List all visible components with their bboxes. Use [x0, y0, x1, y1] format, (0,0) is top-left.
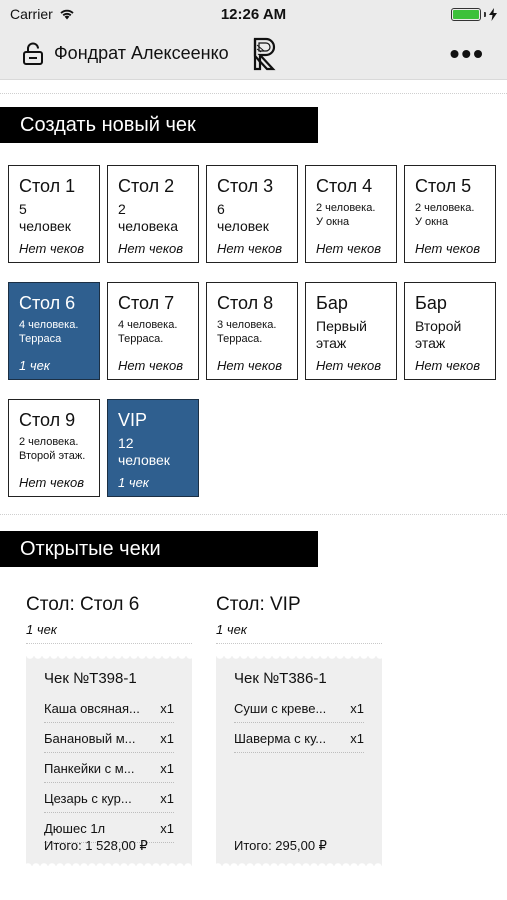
item-quantity: x1 [160, 761, 174, 776]
table-card[interactable] [8, 165, 100, 263]
table-name: VIP [118, 410, 148, 430]
receipt-card[interactable] [26, 656, 192, 866]
table-description: 12 человек [118, 435, 170, 468]
table-name: Стол 2 [118, 176, 175, 196]
clock: 12:26 AM [220, 5, 287, 23]
table-check-status: Нет чеков [415, 241, 481, 256]
item-quantity: x1 [350, 701, 364, 716]
item-name: Цезарь с кур... [44, 791, 132, 806]
receipt-card[interactable] [216, 656, 382, 866]
divider [0, 93, 507, 94]
table-name: Бар [415, 293, 447, 313]
table-description: 6 человек [217, 201, 269, 234]
item-quantity: x1 [160, 821, 174, 836]
table-check-status: 1 чек [19, 358, 50, 373]
divider [0, 514, 507, 515]
table-card[interactable] [8, 399, 100, 497]
table-description: Первый этаж [316, 318, 367, 351]
open-checks-title: Открытые чеки [0, 531, 318, 567]
table-card[interactable] [404, 282, 496, 380]
lock-icon[interactable] [22, 42, 44, 66]
table-card[interactable] [305, 282, 397, 380]
receipt-item [44, 723, 174, 753]
receipt-number: Чек №T386-1 [234, 670, 327, 687]
receipt-total: Итого: 295,00 ₽ [234, 838, 327, 853]
table-name: Стол 5 [415, 176, 472, 196]
item-quantity: x1 [350, 731, 364, 746]
receipt-item [44, 783, 174, 813]
check-count: 1 чек [26, 622, 192, 644]
table-name: Стол 3 [217, 176, 274, 196]
table-check-status: Нет чеков [118, 358, 184, 373]
nav-bar [0, 28, 507, 80]
item-name: Шаверма с ку... [234, 731, 327, 746]
table-name: Стол 9 [19, 410, 76, 430]
receipt-item [44, 753, 174, 783]
item-name: Банановый м... [44, 731, 136, 746]
table-name: Стол 8 [217, 293, 274, 313]
table-card[interactable] [107, 165, 199, 263]
table-card[interactable] [206, 282, 298, 380]
check-group-table-6[interactable] [26, 594, 196, 644]
receipt-number: Чек №T398-1 [44, 670, 137, 687]
check-table-title: Стол: Стол 6 [26, 594, 140, 615]
table-check-status: Нет чеков [118, 241, 184, 256]
table-description: 2 человека. У окна [415, 202, 475, 228]
create-section-title: Создать новый чек [0, 107, 318, 143]
check-table-title: Стол: VIP [216, 594, 301, 615]
tables-grid [8, 165, 500, 497]
table-card[interactable] [305, 165, 397, 263]
table-check-status: Нет чеков [217, 358, 283, 373]
item-name: Панкейки с м... [44, 761, 135, 776]
table-check-status: Нет чеков [316, 358, 382, 373]
table-card[interactable] [206, 165, 298, 263]
table-card[interactable] [8, 282, 100, 380]
carrier-label: Carrier [10, 6, 53, 22]
table-name: Стол 1 [19, 176, 76, 196]
table-check-status: 1 чек [118, 475, 149, 490]
table-check-status: Нет чеков [316, 241, 382, 256]
status-bar [0, 0, 507, 28]
table-card[interactable] [404, 165, 496, 263]
brand-logo-icon [251, 37, 279, 71]
table-check-status: Нет чеков [415, 358, 481, 373]
check-count: 1 чек [216, 622, 382, 644]
table-card[interactable] [107, 282, 199, 380]
item-name: Каша овсяная... [44, 701, 140, 716]
table-check-status: Нет чеков [19, 241, 85, 256]
table-name: Бар [316, 293, 348, 313]
table-check-status: Нет чеков [217, 241, 283, 256]
table-description: 4 человека. Терраса. [118, 319, 178, 345]
item-quantity: x1 [160, 731, 174, 746]
table-card[interactable] [107, 399, 199, 497]
more-options-icon[interactable]: ••• [449, 37, 485, 69]
receipt-item [44, 693, 174, 723]
table-description: Второй этаж [415, 318, 462, 351]
item-name: Дюшес 1л [44, 821, 106, 836]
table-description: 2 человека. У окна [316, 202, 376, 228]
table-name: Стол 6 [19, 293, 76, 313]
check-group-vip[interactable] [216, 594, 386, 644]
table-description: 3 человека. Терраса. [217, 319, 277, 345]
table-name: Стол 7 [118, 293, 175, 313]
item-name: Суши с креве... [234, 701, 327, 716]
table-name: Стол 4 [316, 176, 373, 196]
receipt-item [234, 693, 364, 723]
table-description: 5 человек [19, 201, 71, 234]
table-check-status: Нет чеков [19, 475, 85, 490]
item-quantity: x1 [160, 791, 174, 806]
user-name[interactable]: Фондрат Алексеенко [54, 43, 229, 63]
table-description: 4 человека. Терраса [19, 319, 79, 345]
receipt-item [234, 723, 364, 753]
receipt-total: Итого: 1 528,00 ₽ [44, 838, 148, 853]
table-description: 2 человека. Второй этаж. [19, 436, 86, 462]
table-description: 2 человека [118, 201, 179, 234]
item-quantity: x1 [160, 701, 174, 716]
